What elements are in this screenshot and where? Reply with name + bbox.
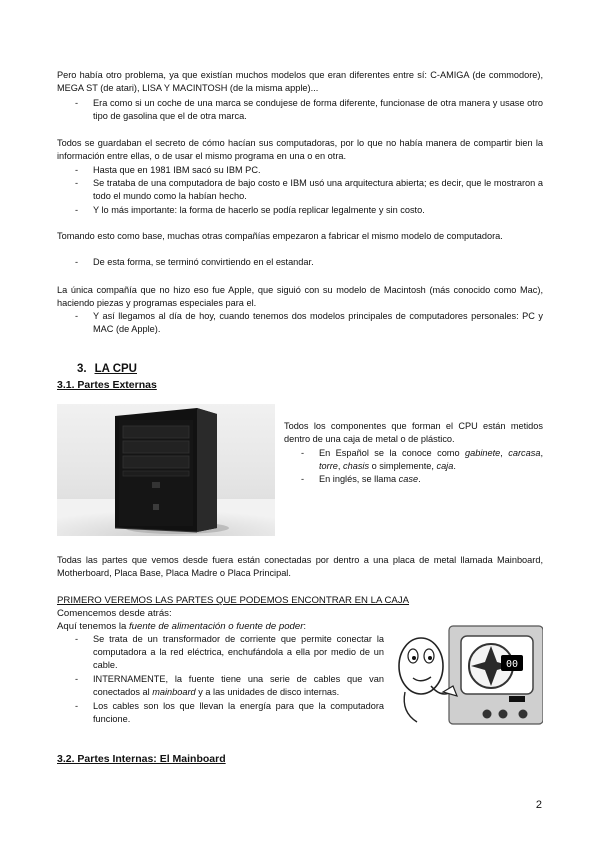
- page-number: 2: [535, 799, 542, 811]
- cpu-tower-image: [57, 404, 275, 536]
- parts-heading: PRIMERO VEREMOS LAS PARTES QUE PODEMOS ENCONTRAR EN LA CAJA: [57, 595, 410, 606]
- start-text: Comencemos desde atrás:: [57, 608, 172, 619]
- list-item: - En Español se la conoce como gabinete, carcasa, torre, chasis o simplemente, caja.: [301, 448, 544, 471]
- subsection-heading: 3.2. Partes Internas: El Mainboard: [57, 753, 226, 765]
- list-item: - Se trata de un transformador de corriente que permite conectar la computadora a la red eléctrica, enchufándola a ella por medio de un cable.: [75, 634, 384, 670]
- paragraph-mainboard: Todas las partes que vemos desde fuera están conectadas por dentro a una placa de metal llamada Mainboard, Motherboard, Placa Base, Placa Madre o Placa Principal.: [57, 555, 543, 578]
- paragraph-base: Tomando esto como base, muchas otras compañías empezaron a fabricar el mismo modelo de computadora.: [57, 231, 503, 241]
- list-item: - En inglés, se llama case.: [301, 474, 421, 484]
- power-supply-cartoon: [391, 622, 543, 730]
- list-item: - Los cables son los que llevan la energía para que la computadora funcione.: [75, 701, 384, 724]
- list-item: - Y lo más importante: la forma de hacerlo se podía replicar legalmente y sin costo.: [75, 205, 425, 215]
- subsection-heading: 3.1. Partes Externas: [57, 379, 157, 391]
- paragraph-secret: Todos se guardaban el secreto de cómo hacían sus computadoras, por lo que no había manera de compartir bien la información entre ellas, o de usar el mismo programa en una o en otra.: [57, 138, 543, 161]
- cpu-description: Todos los componentes que forman el CPU están metidos dentro de una caja de metal o de plástico.: [284, 421, 543, 444]
- paragraph-apple: La única compañía que no hizo eso fue Apple, que siguió con su modelo de Macintosh (más conocido como Mac), haciendo piezas y programas especiales para el.: [57, 285, 543, 308]
- list-item: - Se trataba de una computadora de bajo costo e IBM usó una arquitectura abierta; es decir, que le mostraron a todo el mundo como la habían hecho.: [75, 178, 543, 201]
- list-item: - Y así llegamos al día de hoy, cuando tenemos dos modelos principales de computadores personales: PC y MAC (de Apple).: [75, 311, 543, 334]
- list-item: - De esta forma, se terminó convirtiendo en el estandar.: [75, 257, 314, 267]
- section-heading: 3. LA CPU: [77, 363, 137, 375]
- psu-display-text: 00: [505, 659, 519, 670]
- psu-intro: Aquí tenemos la fuente de alimentación o fuente de poder:: [57, 621, 307, 632]
- list-item: - INTERNAMENTE, la fuente tiene una serie de cables que van conectados al mainboard y a las unidades de disco internas.: [75, 674, 384, 697]
- list-item: - Era como si un coche de una marca se condujese de forma diferente, funcionase de otra manera y usase otro tipo de gasolina que el de otra marca.: [75, 98, 543, 121]
- list-item: - Hasta que en 1981 IBM sacó su IBM PC.: [75, 165, 261, 175]
- paragraph-models: Pero había otro problema, ya que existían muchos modelos que eran diferentes entre sí: C-AMIGA (de commodore), MEGA ST (de atari), LISA Y MACINTOSH (de la misma apple)...: [57, 70, 543, 93]
